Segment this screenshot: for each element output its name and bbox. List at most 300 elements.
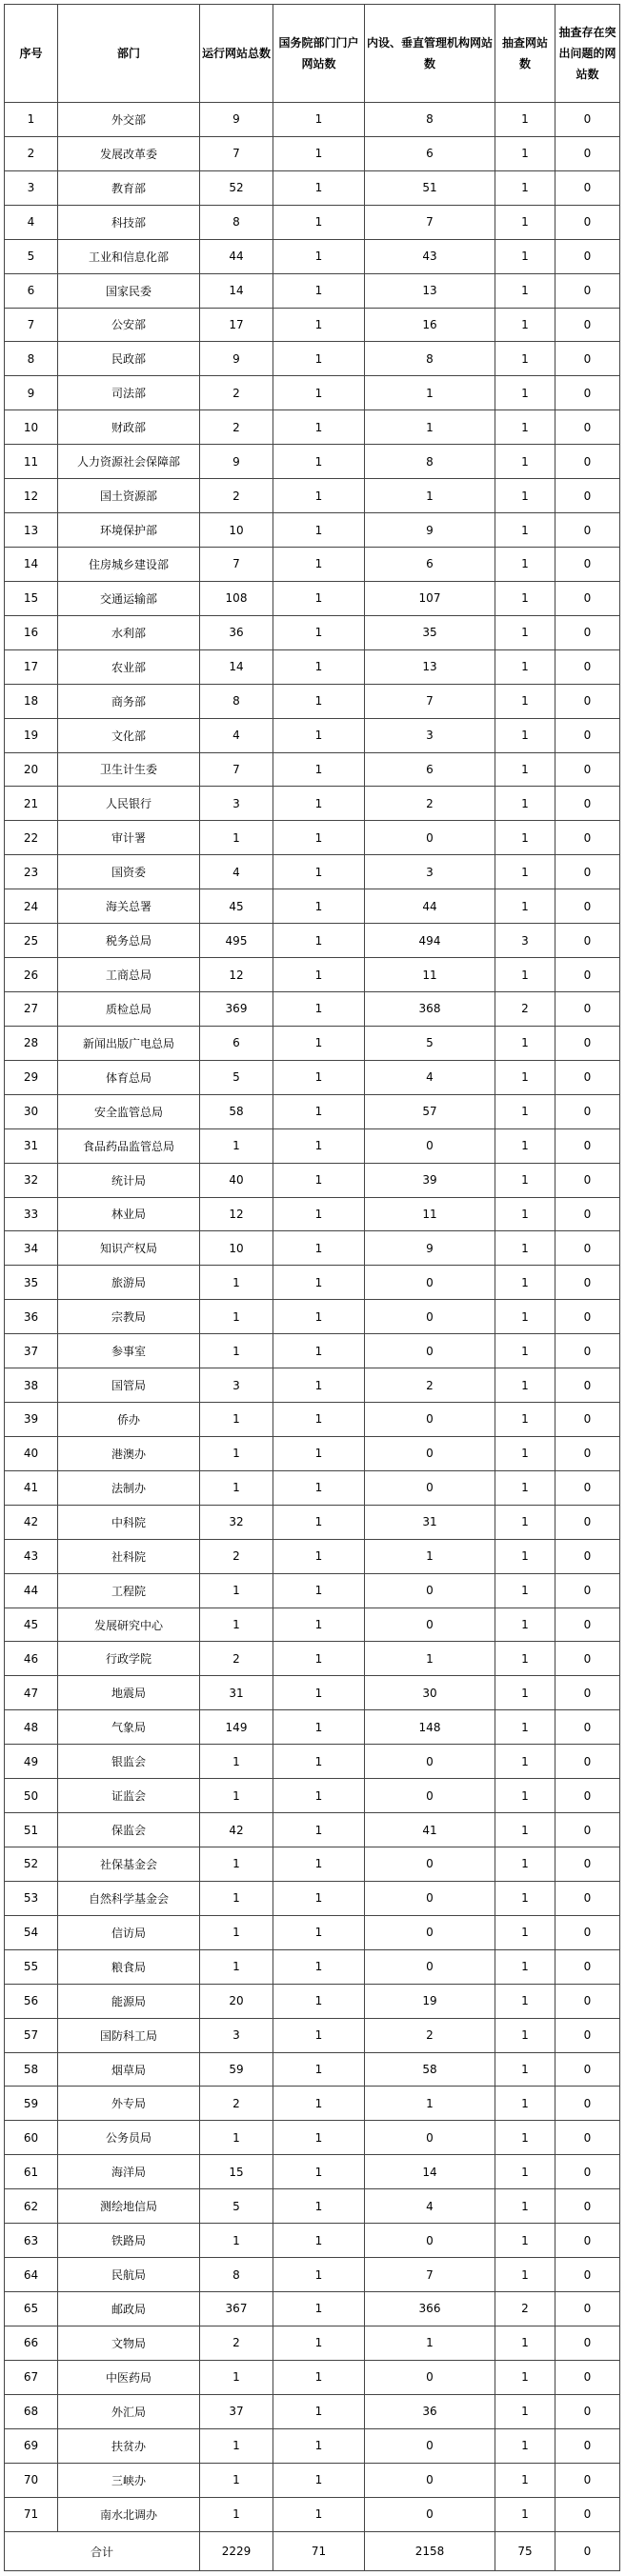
cell-index: 62 bbox=[5, 2189, 58, 2224]
cell-problem-sites: 0 bbox=[555, 1026, 620, 1060]
cell-index: 21 bbox=[5, 787, 58, 821]
cell-index: 41 bbox=[5, 1470, 58, 1505]
cell-department: 商务部 bbox=[58, 684, 200, 718]
cell-index: 33 bbox=[5, 1197, 58, 1231]
cell-index: 4 bbox=[5, 205, 58, 239]
cell-index: 50 bbox=[5, 1779, 58, 1813]
cell-problem-sites: 0 bbox=[555, 2052, 620, 2087]
table-row bbox=[5, 1847, 620, 1882]
cell-index: 8 bbox=[5, 342, 58, 376]
table-row bbox=[5, 1745, 620, 1779]
cell-problem-sites: 0 bbox=[555, 1334, 620, 1368]
cell-problem-sites: 0 bbox=[555, 1368, 620, 1403]
cell-checked-sites: 1 bbox=[495, 581, 555, 615]
cell-checked-sites: 1 bbox=[495, 958, 555, 992]
cell-portal-sites: 1 bbox=[273, 649, 365, 684]
cell-total-sites: 20 bbox=[200, 1984, 273, 2018]
cell-index: 27 bbox=[5, 991, 58, 1026]
cell-index: 43 bbox=[5, 1539, 58, 1573]
cell-department: 教育部 bbox=[58, 170, 200, 205]
cell-department: 中医药局 bbox=[58, 2360, 200, 2394]
cell-checked-sites: 1 bbox=[495, 1984, 555, 2018]
cell-sub-agency-sites: 1 bbox=[365, 1539, 495, 1573]
cell-portal-sites: 1 bbox=[273, 342, 365, 376]
table-row bbox=[5, 1539, 620, 1573]
cell-sub-agency-sites: 0 bbox=[365, 821, 495, 855]
cell-checked-sites: 1 bbox=[495, 547, 555, 581]
table-row bbox=[5, 376, 620, 410]
cell-portal-sites: 1 bbox=[273, 2360, 365, 2394]
cell-portal-sites: 1 bbox=[273, 1676, 365, 1710]
cell-index: 68 bbox=[5, 2394, 58, 2428]
cell-total-sites: 32 bbox=[200, 1505, 273, 1539]
cell-checked-sites: 1 bbox=[495, 1470, 555, 1505]
cell-total-sites: 9 bbox=[200, 342, 273, 376]
cell-portal-sites: 1 bbox=[273, 2463, 365, 2497]
cell-total-sites: 12 bbox=[200, 958, 273, 992]
cell-index: 30 bbox=[5, 1094, 58, 1128]
table-row bbox=[5, 1436, 620, 1470]
cell-sub-agency-sites: 13 bbox=[365, 649, 495, 684]
cell-department: 文物局 bbox=[58, 2326, 200, 2360]
cell-checked-sites: 1 bbox=[495, 2463, 555, 2497]
cell-sub-agency-sites: 6 bbox=[365, 547, 495, 581]
cell-total-sites: 1 bbox=[200, 1300, 273, 1334]
cell-department: 林业局 bbox=[58, 1197, 200, 1231]
cell-index: 37 bbox=[5, 1334, 58, 1368]
cell-sub-agency-sites: 0 bbox=[365, 2428, 495, 2463]
cell-problem-sites: 0 bbox=[555, 170, 620, 205]
cell-department: 工业和信息化部 bbox=[58, 239, 200, 273]
cell-checked-sites: 1 bbox=[495, 410, 555, 445]
cell-index: 54 bbox=[5, 1915, 58, 1949]
cell-checked-sites: 1 bbox=[495, 1642, 555, 1676]
cell-department: 司法部 bbox=[58, 376, 200, 410]
cell-portal-sites: 1 bbox=[273, 1505, 365, 1539]
cell-sub-agency-sites: 7 bbox=[365, 684, 495, 718]
cell-portal-sites: 1 bbox=[273, 2394, 365, 2428]
cell-total-sites: 3 bbox=[200, 787, 273, 821]
cell-department: 科技部 bbox=[58, 205, 200, 239]
table-row bbox=[5, 752, 620, 787]
cell-total-sites: 1 bbox=[200, 821, 273, 855]
cell-department: 社保基金会 bbox=[58, 1847, 200, 1882]
cell-total-sites: 108 bbox=[200, 581, 273, 615]
cell-sub-agency-sites: 3 bbox=[365, 855, 495, 889]
table-row bbox=[5, 1300, 620, 1334]
cell-index: 66 bbox=[5, 2326, 58, 2360]
cell-sub-agency-sites: 8 bbox=[365, 342, 495, 376]
cell-problem-sites: 0 bbox=[555, 2428, 620, 2463]
cell-sub-agency-sites: 0 bbox=[365, 2497, 495, 2531]
total-row bbox=[5, 2532, 620, 2571]
cell-problem-sites: 0 bbox=[555, 376, 620, 410]
cell-portal-sites: 1 bbox=[273, 1949, 365, 1984]
cell-portal-sites: 1 bbox=[273, 2018, 365, 2052]
cell-portal-sites: 1 bbox=[273, 136, 365, 170]
cell-problem-sites: 0 bbox=[555, 1163, 620, 1197]
cell-department: 人力资源社会保障部 bbox=[58, 445, 200, 479]
cell-index: 51 bbox=[5, 1813, 58, 1847]
table-row bbox=[5, 2394, 620, 2428]
cell-checked-sites: 1 bbox=[495, 2394, 555, 2428]
cell-problem-sites: 0 bbox=[555, 479, 620, 513]
cell-portal-sites: 1 bbox=[273, 752, 365, 787]
table-row bbox=[5, 1710, 620, 1745]
cell-index: 3 bbox=[5, 170, 58, 205]
table-row bbox=[5, 1470, 620, 1505]
cell-sub-agency-sites: 0 bbox=[365, 1915, 495, 1949]
cell-sub-agency-sites: 0 bbox=[365, 1779, 495, 1813]
cell-sub-agency-sites: 35 bbox=[365, 615, 495, 649]
cell-total-sites: 367 bbox=[200, 2292, 273, 2326]
cell-checked-sites: 1 bbox=[495, 615, 555, 649]
cell-problem-sites: 0 bbox=[555, 1266, 620, 1300]
cell-department: 国资委 bbox=[58, 855, 200, 889]
cell-checked-sites: 1 bbox=[495, 2087, 555, 2121]
table-row bbox=[5, 308, 620, 342]
cell-total-sites: 2 bbox=[200, 376, 273, 410]
cell-portal-sites: 1 bbox=[273, 2224, 365, 2258]
cell-problem-sites: 0 bbox=[555, 2121, 620, 2155]
table-row bbox=[5, 855, 620, 889]
cell-department: 税务总局 bbox=[58, 924, 200, 958]
cell-portal-sites: 1 bbox=[273, 958, 365, 992]
cell-total-sites: 15 bbox=[200, 2155, 273, 2189]
cell-problem-sites: 0 bbox=[555, 1094, 620, 1128]
cell-checked-sites: 1 bbox=[495, 1539, 555, 1573]
cell-index: 55 bbox=[5, 1949, 58, 1984]
cell-department: 外汇局 bbox=[58, 2394, 200, 2428]
cell-sub-agency-sites: 57 bbox=[365, 1094, 495, 1128]
cell-total-sites: 1 bbox=[200, 2463, 273, 2497]
cell-portal-sites: 1 bbox=[273, 1403, 365, 1437]
table-row bbox=[5, 787, 620, 821]
cell-problem-sites: 0 bbox=[555, 1197, 620, 1231]
cell-portal-sites: 1 bbox=[273, 1847, 365, 1882]
cell-total-sites: 58 bbox=[200, 1094, 273, 1128]
cell-portal-sites: 1 bbox=[273, 787, 365, 821]
cell-sub-agency-sites: 1 bbox=[365, 410, 495, 445]
cell-portal-sites: 1 bbox=[273, 1368, 365, 1403]
cell-department: 海关总署 bbox=[58, 889, 200, 924]
cell-sub-agency-sites: 31 bbox=[365, 1505, 495, 1539]
cell-problem-sites: 0 bbox=[555, 239, 620, 273]
cell-portal-sites: 1 bbox=[273, 2155, 365, 2189]
cell-total-sites: 1 bbox=[200, 1436, 273, 1470]
cell-problem-sites: 0 bbox=[555, 2258, 620, 2292]
cell-checked-sites: 1 bbox=[495, 1505, 555, 1539]
cell-problem-sites: 0 bbox=[555, 1710, 620, 1745]
cell-sub-agency-sites: 2 bbox=[365, 787, 495, 821]
cell-problem-sites: 0 bbox=[555, 273, 620, 308]
cell-total-sites: 1 bbox=[200, 2360, 273, 2394]
cell-problem-sites: 0 bbox=[555, 2087, 620, 2121]
cell-index: 65 bbox=[5, 2292, 58, 2326]
cell-portal-sites: 1 bbox=[273, 1436, 365, 1470]
cell-portal-sites: 1 bbox=[273, 991, 365, 1026]
cell-problem-sites: 0 bbox=[555, 103, 620, 137]
cell-index: 19 bbox=[5, 718, 58, 752]
cell-problem-sites: 0 bbox=[555, 1436, 620, 1470]
cell-checked-sites: 1 bbox=[495, 1949, 555, 1984]
cell-sub-agency-sites: 0 bbox=[365, 1847, 495, 1882]
header-sub-agency-sites: 内设、垂直管理机构网站数 bbox=[365, 5, 495, 103]
cell-portal-sites: 1 bbox=[273, 1813, 365, 1847]
cell-sub-agency-sites: 0 bbox=[365, 1436, 495, 1470]
cell-portal-sites: 1 bbox=[273, 1470, 365, 1505]
cell-index: 10 bbox=[5, 410, 58, 445]
cell-department: 国家民委 bbox=[58, 273, 200, 308]
cell-sub-agency-sites: 9 bbox=[365, 1231, 495, 1266]
total-cell: 0 bbox=[555, 2532, 620, 2571]
cell-checked-sites: 1 bbox=[495, 479, 555, 513]
cell-problem-sites: 0 bbox=[555, 205, 620, 239]
cell-total-sites: 36 bbox=[200, 615, 273, 649]
cell-index: 61 bbox=[5, 2155, 58, 2189]
table-row bbox=[5, 2052, 620, 2087]
cell-department: 发展研究中心 bbox=[58, 1608, 200, 1642]
cell-index: 25 bbox=[5, 924, 58, 958]
cell-sub-agency-sites: 16 bbox=[365, 308, 495, 342]
cell-checked-sites: 1 bbox=[495, 136, 555, 170]
cell-total-sites: 5 bbox=[200, 2189, 273, 2224]
cell-department: 新闻出版广电总局 bbox=[58, 1026, 200, 1060]
cell-department: 地震局 bbox=[58, 1676, 200, 1710]
cell-problem-sites: 0 bbox=[555, 1984, 620, 2018]
cell-department: 法制办 bbox=[58, 1470, 200, 1505]
cell-total-sites: 2 bbox=[200, 1539, 273, 1573]
header-row bbox=[5, 5, 620, 103]
cell-portal-sites: 1 bbox=[273, 1266, 365, 1300]
table-row bbox=[5, 615, 620, 649]
cell-checked-sites: 1 bbox=[495, 1128, 555, 1163]
cell-portal-sites: 1 bbox=[273, 273, 365, 308]
cell-portal-sites: 1 bbox=[273, 1984, 365, 2018]
cell-department: 社科院 bbox=[58, 1539, 200, 1573]
cell-department: 海洋局 bbox=[58, 2155, 200, 2189]
cell-problem-sites: 0 bbox=[555, 1642, 620, 1676]
cell-total-sites: 52 bbox=[200, 170, 273, 205]
cell-portal-sites: 1 bbox=[273, 855, 365, 889]
cell-sub-agency-sites: 494 bbox=[365, 924, 495, 958]
cell-portal-sites: 1 bbox=[273, 1539, 365, 1573]
cell-portal-sites: 1 bbox=[273, 1745, 365, 1779]
cell-total-sites: 10 bbox=[200, 1231, 273, 1266]
table-row bbox=[5, 103, 620, 137]
cell-problem-sites: 0 bbox=[555, 684, 620, 718]
cell-sub-agency-sites: 36 bbox=[365, 2394, 495, 2428]
cell-department: 国管局 bbox=[58, 1368, 200, 1403]
cell-checked-sites: 1 bbox=[495, 1436, 555, 1470]
cell-checked-sites: 1 bbox=[495, 752, 555, 787]
cell-total-sites: 59 bbox=[200, 2052, 273, 2087]
cell-index: 15 bbox=[5, 581, 58, 615]
cell-sub-agency-sites: 1 bbox=[365, 376, 495, 410]
cell-total-sites: 40 bbox=[200, 1163, 273, 1197]
table-row bbox=[5, 1060, 620, 1094]
table-row bbox=[5, 1026, 620, 1060]
cell-sub-agency-sites: 44 bbox=[365, 889, 495, 924]
table-row bbox=[5, 273, 620, 308]
table-row bbox=[5, 1813, 620, 1847]
cell-index: 63 bbox=[5, 2224, 58, 2258]
cell-checked-sites: 1 bbox=[495, 1094, 555, 1128]
cell-portal-sites: 1 bbox=[273, 445, 365, 479]
cell-checked-sites: 1 bbox=[495, 1026, 555, 1060]
table-row bbox=[5, 136, 620, 170]
cell-checked-sites: 1 bbox=[495, 1915, 555, 1949]
cell-department: 旅游局 bbox=[58, 1266, 200, 1300]
cell-checked-sites: 1 bbox=[495, 1608, 555, 1642]
table-row bbox=[5, 2018, 620, 2052]
cell-total-sites: 37 bbox=[200, 2394, 273, 2428]
cell-problem-sites: 0 bbox=[555, 1813, 620, 1847]
cell-portal-sites: 1 bbox=[273, 684, 365, 718]
cell-department: 外交部 bbox=[58, 103, 200, 137]
cell-department: 港澳办 bbox=[58, 1436, 200, 1470]
cell-department: 民航局 bbox=[58, 2258, 200, 2292]
cell-total-sites: 1 bbox=[200, 1470, 273, 1505]
cell-department: 烟草局 bbox=[58, 2052, 200, 2087]
cell-total-sites: 369 bbox=[200, 991, 273, 1026]
cell-portal-sites: 1 bbox=[273, 581, 365, 615]
cell-sub-agency-sites: 1 bbox=[365, 2326, 495, 2360]
cell-index: 13 bbox=[5, 513, 58, 548]
cell-portal-sites: 1 bbox=[273, 1710, 365, 1745]
table-row bbox=[5, 2326, 620, 2360]
table-row bbox=[5, 239, 620, 273]
cell-problem-sites: 0 bbox=[555, 1403, 620, 1437]
cell-problem-sites: 0 bbox=[555, 547, 620, 581]
cell-portal-sites: 1 bbox=[273, 376, 365, 410]
total-cell: 2158 bbox=[365, 2532, 495, 2571]
cell-problem-sites: 0 bbox=[555, 2497, 620, 2531]
cell-checked-sites: 1 bbox=[495, 1060, 555, 1094]
cell-department: 交通运输部 bbox=[58, 581, 200, 615]
table-row bbox=[5, 1334, 620, 1368]
cell-total-sites: 8 bbox=[200, 2258, 273, 2292]
table-row bbox=[5, 1231, 620, 1266]
cell-sub-agency-sites: 0 bbox=[365, 1300, 495, 1334]
cell-index: 47 bbox=[5, 1676, 58, 1710]
cell-portal-sites: 1 bbox=[273, 2189, 365, 2224]
cell-total-sites: 3 bbox=[200, 1368, 273, 1403]
cell-index: 69 bbox=[5, 2428, 58, 2463]
cell-problem-sites: 0 bbox=[555, 889, 620, 924]
cell-index: 11 bbox=[5, 445, 58, 479]
cell-sub-agency-sites: 0 bbox=[365, 2463, 495, 2497]
cell-checked-sites: 1 bbox=[495, 273, 555, 308]
cell-index: 16 bbox=[5, 615, 58, 649]
table-row bbox=[5, 2428, 620, 2463]
cell-sub-agency-sites: 0 bbox=[365, 1745, 495, 1779]
table-row bbox=[5, 547, 620, 581]
cell-sub-agency-sites: 58 bbox=[365, 2052, 495, 2087]
cell-sub-agency-sites: 0 bbox=[365, 2224, 495, 2258]
cell-total-sites: 1 bbox=[200, 1915, 273, 1949]
cell-checked-sites: 1 bbox=[495, 1745, 555, 1779]
table-row bbox=[5, 1403, 620, 1437]
cell-index: 38 bbox=[5, 1368, 58, 1403]
table-row bbox=[5, 205, 620, 239]
cell-total-sites: 1 bbox=[200, 1949, 273, 1984]
cell-sub-agency-sites: 0 bbox=[365, 1608, 495, 1642]
table-row bbox=[5, 2360, 620, 2394]
cell-checked-sites: 1 bbox=[495, 2360, 555, 2394]
cell-problem-sites: 0 bbox=[555, 1676, 620, 1710]
cell-total-sites: 2 bbox=[200, 410, 273, 445]
cell-problem-sites: 0 bbox=[555, 1539, 620, 1573]
cell-department: 自然科学基金会 bbox=[58, 1881, 200, 1915]
cell-checked-sites: 1 bbox=[495, 342, 555, 376]
cell-sub-agency-sites: 0 bbox=[365, 1128, 495, 1163]
cell-index: 7 bbox=[5, 308, 58, 342]
cell-department: 卫生计生委 bbox=[58, 752, 200, 787]
table-row bbox=[5, 1094, 620, 1128]
cell-checked-sites: 1 bbox=[495, 205, 555, 239]
cell-sub-agency-sites: 0 bbox=[365, 2360, 495, 2394]
cell-portal-sites: 1 bbox=[273, 2121, 365, 2155]
cell-portal-sites: 1 bbox=[273, 547, 365, 581]
cell-department: 证监会 bbox=[58, 1779, 200, 1813]
cell-problem-sites: 0 bbox=[555, 1573, 620, 1608]
table-row bbox=[5, 1368, 620, 1403]
cell-total-sites: 31 bbox=[200, 1676, 273, 1710]
cell-total-sites: 1 bbox=[200, 2121, 273, 2155]
table-row bbox=[5, 342, 620, 376]
cell-checked-sites: 1 bbox=[495, 2052, 555, 2087]
table-row bbox=[5, 1573, 620, 1608]
cell-sub-agency-sites: 41 bbox=[365, 1813, 495, 1847]
cell-portal-sites: 1 bbox=[273, 513, 365, 548]
cell-portal-sites: 1 bbox=[273, 2087, 365, 2121]
cell-problem-sites: 0 bbox=[555, 2155, 620, 2189]
cell-checked-sites: 2 bbox=[495, 2292, 555, 2326]
cell-index: 14 bbox=[5, 547, 58, 581]
cell-department: 国土资源部 bbox=[58, 479, 200, 513]
total-cell: 75 bbox=[495, 2532, 555, 2571]
cell-sub-agency-sites: 3 bbox=[365, 718, 495, 752]
cell-total-sites: 495 bbox=[200, 924, 273, 958]
cell-index: 60 bbox=[5, 2121, 58, 2155]
cell-total-sites: 2 bbox=[200, 1642, 273, 1676]
cell-problem-sites: 0 bbox=[555, 342, 620, 376]
cell-problem-sites: 0 bbox=[555, 1231, 620, 1266]
cell-total-sites: 9 bbox=[200, 103, 273, 137]
cell-portal-sites: 1 bbox=[273, 2258, 365, 2292]
cell-department: 能源局 bbox=[58, 1984, 200, 2018]
cell-total-sites: 1 bbox=[200, 1334, 273, 1368]
cell-problem-sites: 0 bbox=[555, 2326, 620, 2360]
table-row bbox=[5, 1608, 620, 1642]
cell-portal-sites: 1 bbox=[273, 1573, 365, 1608]
cell-total-sites: 1 bbox=[200, 1266, 273, 1300]
table-row bbox=[5, 2224, 620, 2258]
cell-department: 知识产权局 bbox=[58, 1231, 200, 1266]
cell-department: 保监会 bbox=[58, 1813, 200, 1847]
cell-checked-sites: 1 bbox=[495, 1710, 555, 1745]
cell-portal-sites: 1 bbox=[273, 821, 365, 855]
cell-problem-sites: 0 bbox=[555, 1608, 620, 1642]
cell-checked-sites: 1 bbox=[495, 2189, 555, 2224]
table-row bbox=[5, 410, 620, 445]
cell-portal-sites: 1 bbox=[273, 410, 365, 445]
cell-checked-sites: 1 bbox=[495, 170, 555, 205]
cell-total-sites: 4 bbox=[200, 855, 273, 889]
cell-sub-agency-sites: 107 bbox=[365, 581, 495, 615]
header-portal-sites: 国务院部门门户网站数 bbox=[273, 5, 365, 103]
